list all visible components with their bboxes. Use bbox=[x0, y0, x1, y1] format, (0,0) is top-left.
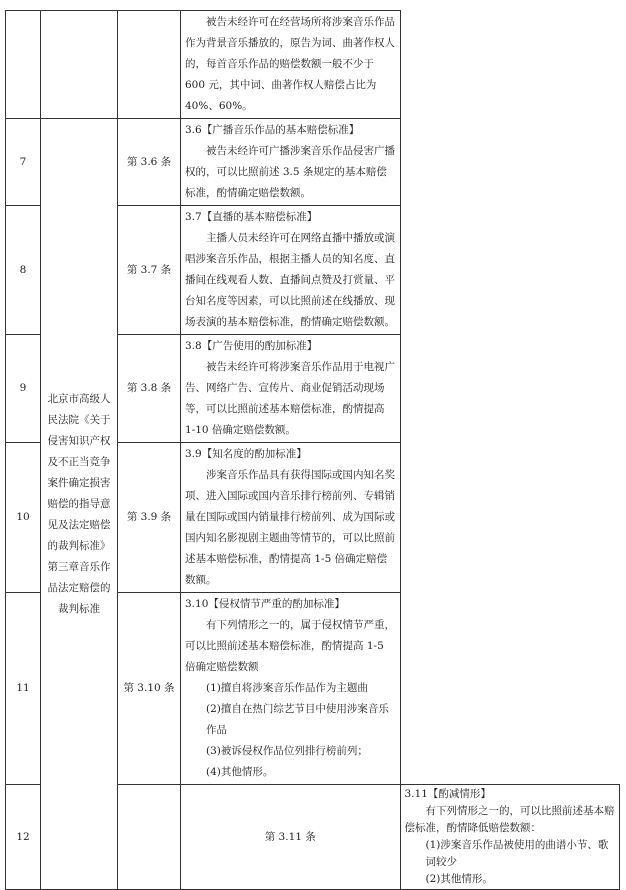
article-number: 第 3.7 条 bbox=[118, 206, 181, 335]
source-cell-bottom bbox=[118, 785, 181, 890]
row-number: 10 bbox=[6, 443, 41, 593]
list-item: (4)其他情形。 bbox=[206, 766, 274, 778]
compensation-standards-table bbox=[5, 10, 620, 890]
source-document-cell: 北京市高级人民法院《关于侵害知识产权及不正当竞争案件确定损害赔偿的指导意见及法定赔偿的裁判标准》第三章音乐作品法定赔偿的裁判标准 bbox=[41, 119, 118, 890]
table-row bbox=[6, 11, 620, 119]
list-item: (1)涉案音乐作品被使用的曲谱小节、歌词较少 bbox=[425, 839, 609, 868]
article-heading: 3.7【直播的基本赔偿标准】 bbox=[185, 211, 318, 223]
row-number: 12 bbox=[6, 785, 41, 890]
article-heading: 3.6【广播音乐作品的基本赔偿标准】 bbox=[185, 124, 360, 136]
article-number: 第 3.8 条 bbox=[118, 335, 181, 443]
paragraph: 被告未经许可将涉案音乐作品用于电视广告、网络广告、宣传片、商业促销活动现场等，可以比照前述基本赔偿标准，酌情提高 1-10 倍确定赔偿数额。 bbox=[185, 361, 395, 436]
list-item: (3)被诉侵权作品位列排行榜前列； bbox=[206, 745, 368, 757]
article-number: 第 3.11 条 bbox=[181, 785, 401, 890]
article-heading: 3.9【知名度的酌加标准】 bbox=[185, 448, 307, 460]
list-item: (2)擅自在热门综艺节目中使用涉案音乐作品 bbox=[206, 703, 389, 736]
paragraph: 被告未经许可在经营场所将涉案音乐作品作为背景音乐播放的，原告为词、曲著作权人的，每首音乐作品的赔偿数额一般不少于 600 元，其中词、曲著作权人赔偿占比为 40%、60%。 bbox=[185, 16, 395, 112]
list-item: (2)其他情形。 bbox=[425, 873, 493, 885]
paragraph: 有下列情形之一的，属于侵权情节严重，可以比照前述基本赔偿标准，酌情提高 1-5 倍确定赔偿数额 bbox=[185, 619, 395, 673]
paragraph: 有下列情形之一的，可以比照前述基本赔偿标准，酌情降低赔偿数额： bbox=[404, 805, 615, 834]
row-number: 8 bbox=[6, 206, 41, 335]
row-number: 9 bbox=[6, 335, 41, 443]
article-number: 第 3.9 条 bbox=[118, 443, 181, 593]
list-item: (1)擅自将涉案音乐作品作为主题曲 bbox=[206, 682, 368, 694]
content-cell bbox=[181, 593, 401, 785]
article-number: 第 3.6 条 bbox=[118, 119, 181, 206]
article-number: 第 3.10 条 bbox=[118, 593, 181, 785]
content-cell bbox=[400, 785, 620, 890]
content-cell bbox=[181, 206, 401, 335]
content-cell bbox=[181, 11, 401, 119]
content-cell bbox=[181, 119, 401, 206]
source-cell-top bbox=[41, 11, 118, 119]
paragraph: 被告未经许可广播涉案音乐作品侵害广播权的，可以比照前述 3.5 条规定的基本赔偿标准，酌情确定赔偿数额。 bbox=[185, 145, 395, 199]
article-heading: 3.8【广告使用的酌加标准】 bbox=[185, 340, 318, 352]
paragraph: 涉案音乐作品具有获得国际或国内知名奖项、进入国际或国内音乐排行榜前列、专辑销量在国际或国内销量排行榜前列、成为国际或国内知名影视剧主题曲等情节的，可以比照前述基本赔偿标准，酌情提高 1-5 倍确定赔偿数额。 bbox=[185, 469, 395, 586]
row-number: 7 bbox=[6, 119, 41, 206]
article-heading: 3.11【酌减情形】 bbox=[404, 788, 491, 800]
table-row bbox=[6, 119, 620, 206]
paragraph: 主播人员未经许可在网络直播中播放或演唱涉案音乐作品，根据主播人员的知名度、直播间在线观看人数、直播间点赞及打赏量、平台知名度等因素，可以比照前述在线播放、现场表演的基本赔偿标准，酌情确定赔偿数额。 bbox=[185, 232, 395, 328]
row-number bbox=[6, 11, 41, 119]
content-cell bbox=[181, 443, 401, 593]
row-number: 11 bbox=[6, 593, 41, 785]
article-number bbox=[118, 11, 181, 119]
article-heading: 3.10【侵权情节严重的酌加标准】 bbox=[185, 598, 345, 610]
content-cell bbox=[181, 335, 401, 443]
